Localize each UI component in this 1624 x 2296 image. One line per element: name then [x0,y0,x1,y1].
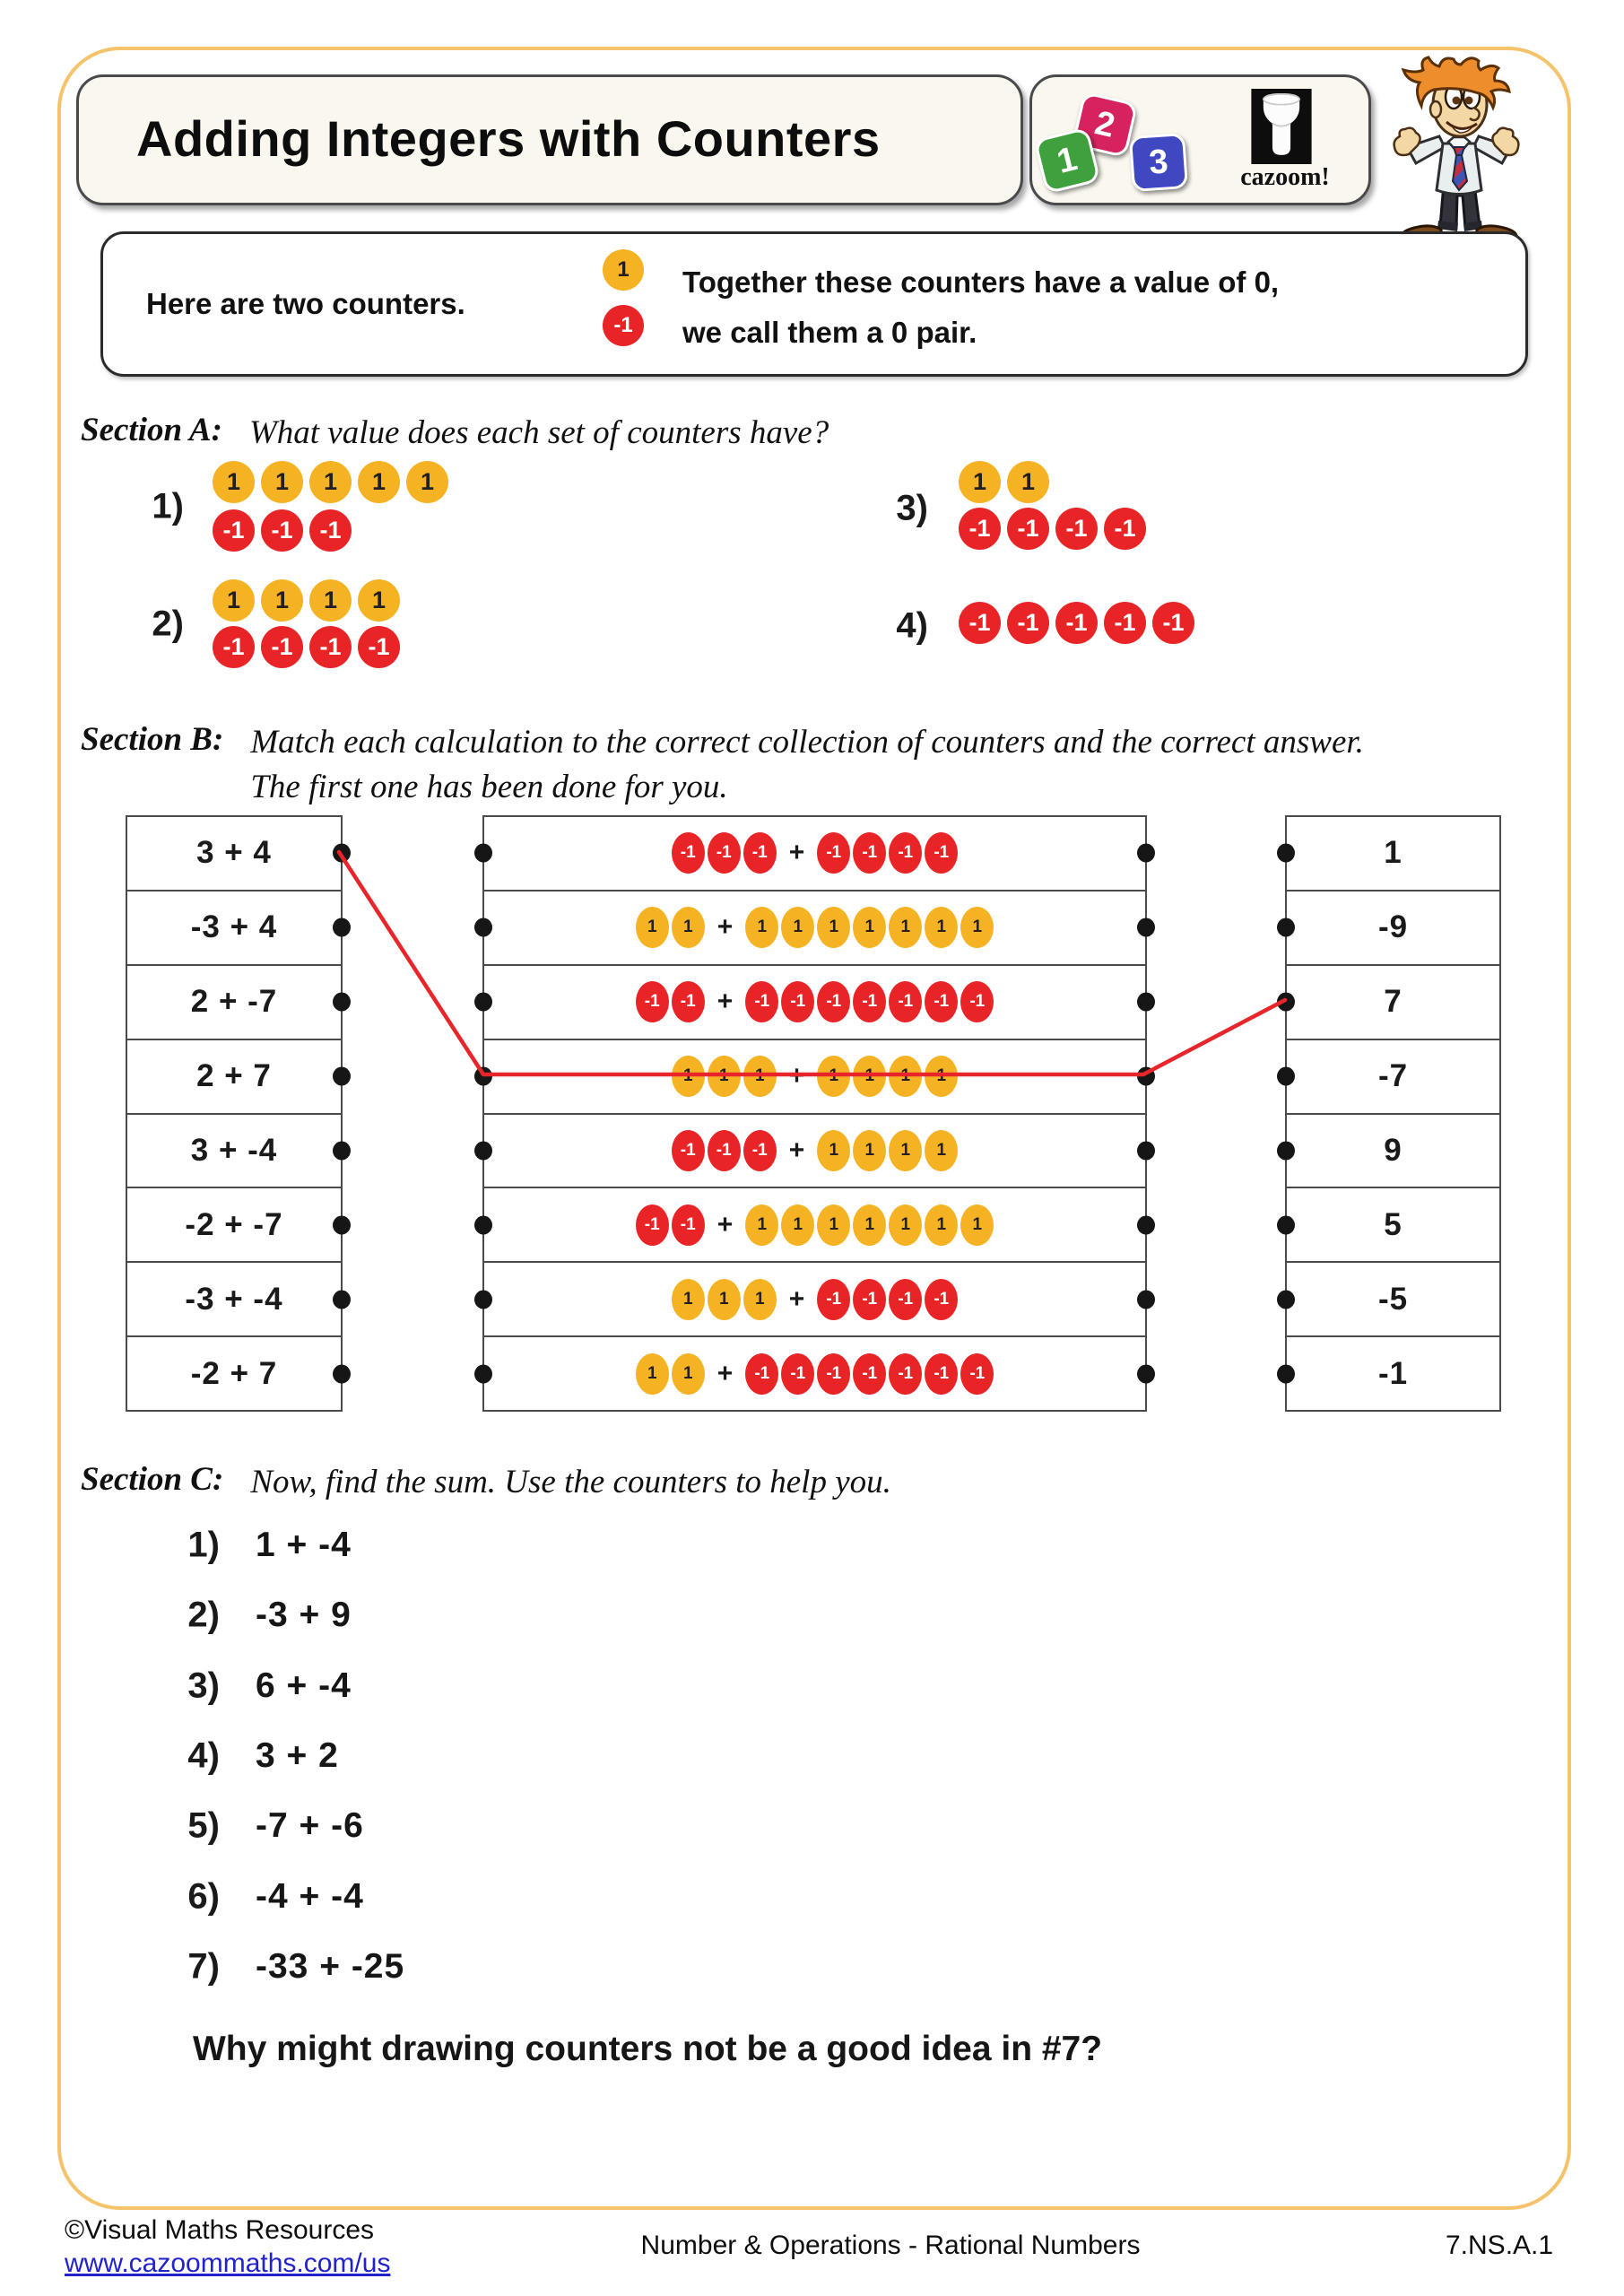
connector-dot[interactable] [333,1141,351,1160]
positive-counter: 1 [960,907,994,948]
table-row [1287,964,1499,1039]
section-c-expression: -33 + -25 [256,1946,405,1986]
plus-sign: + [716,987,734,1017]
connector-dot[interactable] [474,1215,492,1234]
connector-dot[interactable] [1277,1290,1295,1309]
negative-counter: -1 [889,832,922,874]
connector-dot[interactable] [1277,1215,1295,1234]
connector-dot[interactable] [474,918,492,937]
section-c-item-number: 2) [187,1595,220,1635]
answer-text: -9 [1377,909,1409,945]
connector-dot[interactable] [474,993,492,1012]
positive-counter: 1 [309,579,352,622]
negative-counter: -1 [781,981,814,1022]
positive-counter: 1 [853,1205,886,1246]
negative-counter: -1 [261,626,303,668]
table-row [1287,1039,1499,1113]
connector-dot[interactable] [1137,993,1155,1012]
negative-counter: -1 [817,981,850,1022]
table-row [127,964,341,1039]
negative-counter: -1 [1104,508,1146,550]
positive-counter: 1 [853,907,886,948]
footer-website-link[interactable]: www.cazoommaths.com/us [65,2248,391,2278]
negative-counter: -1 [959,508,1001,550]
positive-counter: 1 [889,1205,922,1246]
table-row [1287,817,1499,890]
counter-collection [672,1130,959,1171]
positive-counter: 1 [708,1279,741,1320]
positive-counter: 1 [889,1056,922,1097]
negative-counter: -1 [1152,602,1194,644]
positive-counter: 1 [636,1353,669,1395]
negative-counter: -1 [708,832,741,874]
section-c-item-number: 6) [187,1876,220,1916]
counter-collection [672,1056,959,1097]
negative-counter: -1 [853,981,886,1022]
table-row [1287,1187,1499,1261]
plus-sign: + [716,1209,734,1239]
intro-left-text: Here are two counters. [146,287,465,320]
section-a-item-number: 2) [152,604,184,644]
positive-counter: 1 [1007,461,1049,503]
table-row [1287,1261,1499,1335]
calculation-text: 2 + 7 [196,1058,272,1094]
table-row [1287,890,1499,964]
negative-counter: -1 [853,832,886,874]
negative-counter: -1 [708,1130,741,1171]
positive-counter: 1 [358,461,400,503]
counter-collection [672,832,959,874]
negative-counter: -1 [817,1353,850,1395]
table-row [127,1039,341,1113]
section-c-item-number: 7) [187,1946,220,1987]
table-row [127,817,341,890]
calculation-text: 2 + -7 [190,984,278,1020]
section-a-label: Section A: [81,412,222,448]
positive-counter: 1 [309,461,352,503]
positive-counter: 1 [925,907,958,948]
table-row [127,890,341,964]
footer-standard-code: 7.NS.A.1 [1446,2231,1554,2260]
positive-counter: 1 [672,907,705,948]
table-row [127,1187,341,1261]
negative-counter: -1 [959,602,1001,644]
negative-counter: -1 [603,305,644,346]
intro-line-1: Together these counters have a value of 0, [682,265,1280,299]
section-c-expression: -7 + -6 [256,1806,364,1846]
section-c-item-number: 1) [187,1525,220,1565]
counter-collections-column [482,815,1147,1412]
calculation-text: -3 + 4 [190,909,278,945]
connector-dot[interactable] [333,1364,351,1383]
negative-counter: -1 [925,981,958,1022]
connector-dot[interactable] [1137,1067,1155,1086]
negative-counter: -1 [743,832,777,874]
section-c-item-number: 4) [187,1735,220,1776]
table-row [484,1113,1145,1187]
table-row [1287,1113,1499,1187]
connector-dot[interactable] [474,1364,492,1383]
connector-dot[interactable] [1277,1067,1295,1086]
negative-counter: -1 [853,1353,886,1395]
positive-counter: 1 [636,907,669,948]
section-b-prompt-line-1: Match each calculation to the correct collection of counters and the correct answer. [250,724,1364,761]
negative-counter: -1 [817,1279,850,1320]
table-row [484,1335,1145,1410]
connector-dot[interactable] [1137,844,1155,863]
plus-sign: + [716,1358,734,1388]
answer-text: 1 [1384,835,1403,871]
positive-counter: 1 [925,1205,958,1246]
connector-dot[interactable] [1137,1215,1155,1234]
negative-counter: -1 [889,981,922,1022]
connector-dot[interactable] [1137,1364,1155,1383]
positive-counter: 1 [781,907,814,948]
negative-counter: -1 [261,509,303,552]
section-b-heading [81,720,1364,810]
table-row [484,890,1145,964]
counter-row [213,509,352,552]
counter-row [213,579,400,622]
section-c-heading [81,1460,891,1505]
positive-counter: 1 [603,249,644,291]
table-row [127,1335,341,1410]
negative-counter: -1 [358,626,400,668]
counter-row [959,508,1146,550]
positive-counter: 1 [817,1056,850,1097]
section-a-item-number: 3) [896,488,928,528]
logo-box [1029,74,1371,205]
answer-text: 9 [1384,1132,1403,1168]
positive-counter: 1 [925,1130,958,1171]
negative-counter: -1 [213,509,255,552]
intro-line-2: we call them a 0 pair. [682,316,977,349]
positive-counter: 1 [817,907,850,948]
section-b-prompt-line-2: The first one has been done for you. [250,769,728,805]
page-title: Adding Integers with Counters [136,110,881,167]
connector-dot[interactable] [1277,993,1295,1012]
section-c-expression: -3 + 9 [256,1596,352,1635]
answer-text: -7 [1377,1058,1409,1094]
section-a-item-number: 1) [152,486,184,526]
positive-counter: 1 [959,461,1001,503]
negative-counter: -1 [1055,602,1098,644]
negative-counter: -1 [853,1279,886,1320]
counter-collection [636,907,994,948]
section-c-expression: -4 + -4 [256,1876,364,1916]
negative-counter: -1 [1055,508,1098,550]
mascot-character [1388,54,1524,257]
negative-counter: -1 [889,1279,922,1320]
connector-dot[interactable] [333,844,351,863]
connector-dot[interactable] [474,1141,492,1160]
negative-counter: -1 [960,1353,994,1395]
title-box [76,74,1023,205]
negative-counter: -1 [636,1205,669,1246]
connector-dot[interactable] [333,1290,351,1309]
positive-counter: 1 [743,1056,777,1097]
section-c-expression: 6 + -4 [256,1665,352,1705]
positive-counter: 1 [261,579,303,622]
negative-counter: -1 [889,1353,922,1395]
positive-counter: 1 [708,1056,741,1097]
calculations-column [126,815,343,1412]
connector-dot[interactable] [1137,1141,1155,1160]
section-a-item-number: 4) [896,605,928,646]
section-c-question: Why might drawing counters not be a good idea in #7? [193,2030,1103,2068]
negative-counter: -1 [743,1130,777,1171]
negative-counter: -1 [672,1130,705,1171]
section-c-expression: 3 + 2 [256,1735,339,1775]
positive-counter: 1 [672,1353,705,1395]
answers-column [1285,815,1501,1412]
positive-counter: 1 [853,1056,886,1097]
calculation-text: -3 + -4 [185,1281,283,1317]
positive-counter: 1 [925,1056,958,1097]
counter-row [959,461,1049,503]
positive-counter: 1 [358,579,400,622]
connector-dot[interactable] [333,1215,351,1234]
connector-dot[interactable] [1277,918,1295,937]
negative-counter: -1 [1104,602,1146,644]
negative-counter: -1 [1007,508,1049,550]
connector-dot[interactable] [1277,1364,1295,1383]
connector-dot[interactable] [1277,844,1295,863]
table-row [484,964,1145,1039]
negative-counter: -1 [817,832,850,874]
answer-text: 7 [1384,984,1403,1020]
plus-sign: + [788,1061,805,1091]
positive-counter: 1 [261,461,303,503]
positive-counter: 1 [672,1056,705,1097]
intro-right-text [682,257,1279,358]
plus-sign: + [788,838,805,868]
negative-counter: -1 [745,1353,778,1395]
intro-box [100,231,1528,377]
answer-text: -1 [1377,1355,1409,1391]
section-c-expression: 1 + -4 [256,1526,352,1564]
negative-counter: -1 [925,832,958,874]
negative-counter: -1 [672,1205,705,1246]
footer-copyright: ©Visual Maths Resources [65,2215,375,2245]
positive-counter: 1 [406,461,448,503]
section-a-prompt: What value does each set of counters have? [248,414,829,451]
connector-dot[interactable] [1137,918,1155,937]
plus-sign: + [788,1283,805,1314]
positive-counter: 1 [781,1205,814,1246]
footer-subject: Number & Operations - Rational Numbers [640,2231,1141,2260]
answer-text: -5 [1377,1281,1409,1317]
negative-counter: -1 [1007,602,1049,644]
counter-collection [672,1279,959,1320]
positive-counter: 1 [745,1205,778,1246]
section-c-label: Section C: [81,1461,224,1498]
connector-dot[interactable] [333,918,351,937]
calculation-text: -2 + -7 [185,1206,283,1242]
section-b-prompt [250,720,1364,810]
positive-counter: 1 [960,1205,994,1246]
section-a-heading [81,411,829,456]
negative-counter: -1 [636,981,669,1022]
connector-dot[interactable] [474,844,492,863]
answer-text: 5 [1384,1206,1403,1242]
section-c-item-number: 5) [187,1805,220,1846]
negative-counter: -1 [745,981,778,1022]
connector-dot[interactable] [474,1067,492,1086]
calculation-text: 3 + -4 [190,1132,278,1168]
table-row [484,817,1145,890]
positive-counter: 1 [745,907,778,948]
positive-counter: 1 [213,579,255,622]
table-row [484,1261,1145,1335]
counter-row [213,626,400,668]
negative-counter: -1 [925,1279,958,1320]
logo-block-3: 3 [1129,133,1188,192]
counter-row [213,461,448,503]
table-row [1287,1335,1499,1410]
negative-counter: -1 [309,509,352,552]
positive-counter: 1 [889,907,922,948]
plus-sign: + [788,1135,805,1165]
table-row [484,1039,1145,1113]
brand-wordmark: cazoom! [1240,163,1330,191]
negative-counter: -1 [213,626,255,668]
section-c-prompt: Now, find the sum. Use the counters to help you. [250,1464,891,1500]
connector-dot[interactable] [333,1067,351,1086]
negative-counter: -1 [781,1353,814,1395]
positive-counter: 1 [743,1279,777,1320]
section-b-label: Section B: [81,721,224,758]
counter-collection [636,1353,994,1395]
connector-dot[interactable] [1137,1290,1155,1309]
connector-dot[interactable] [474,1290,492,1309]
table-row [127,1261,341,1335]
table-row [127,1113,341,1187]
negative-counter: -1 [925,1353,958,1395]
positive-counter: 1 [672,1279,705,1320]
zero-pair-counters [603,249,644,346]
negative-counter: -1 [672,981,705,1022]
counter-collection [636,981,994,1022]
connector-dot[interactable] [1277,1141,1295,1160]
table-row [484,1187,1145,1261]
negative-counter: -1 [309,626,352,668]
positive-counter: 1 [817,1205,850,1246]
positive-counter: 1 [889,1130,922,1171]
calculation-text: 3 + 4 [196,835,272,871]
section-c-item-number: 3) [187,1665,220,1706]
positive-counter: 1 [817,1130,850,1171]
calculation-text: -2 + 7 [190,1355,278,1391]
positive-counter: 1 [853,1130,886,1171]
connector-dot[interactable] [333,993,351,1012]
positive-counter: 1 [213,461,255,503]
plus-sign: + [716,912,734,943]
negative-counter: -1 [960,981,994,1022]
cazoom-drum-icon [1251,89,1312,164]
counter-collection [636,1205,994,1246]
negative-counter: -1 [672,832,705,874]
counter-row [959,602,1194,644]
logo-block-1: 1 [1033,126,1100,194]
logo-block-2: 2 [1072,91,1138,158]
